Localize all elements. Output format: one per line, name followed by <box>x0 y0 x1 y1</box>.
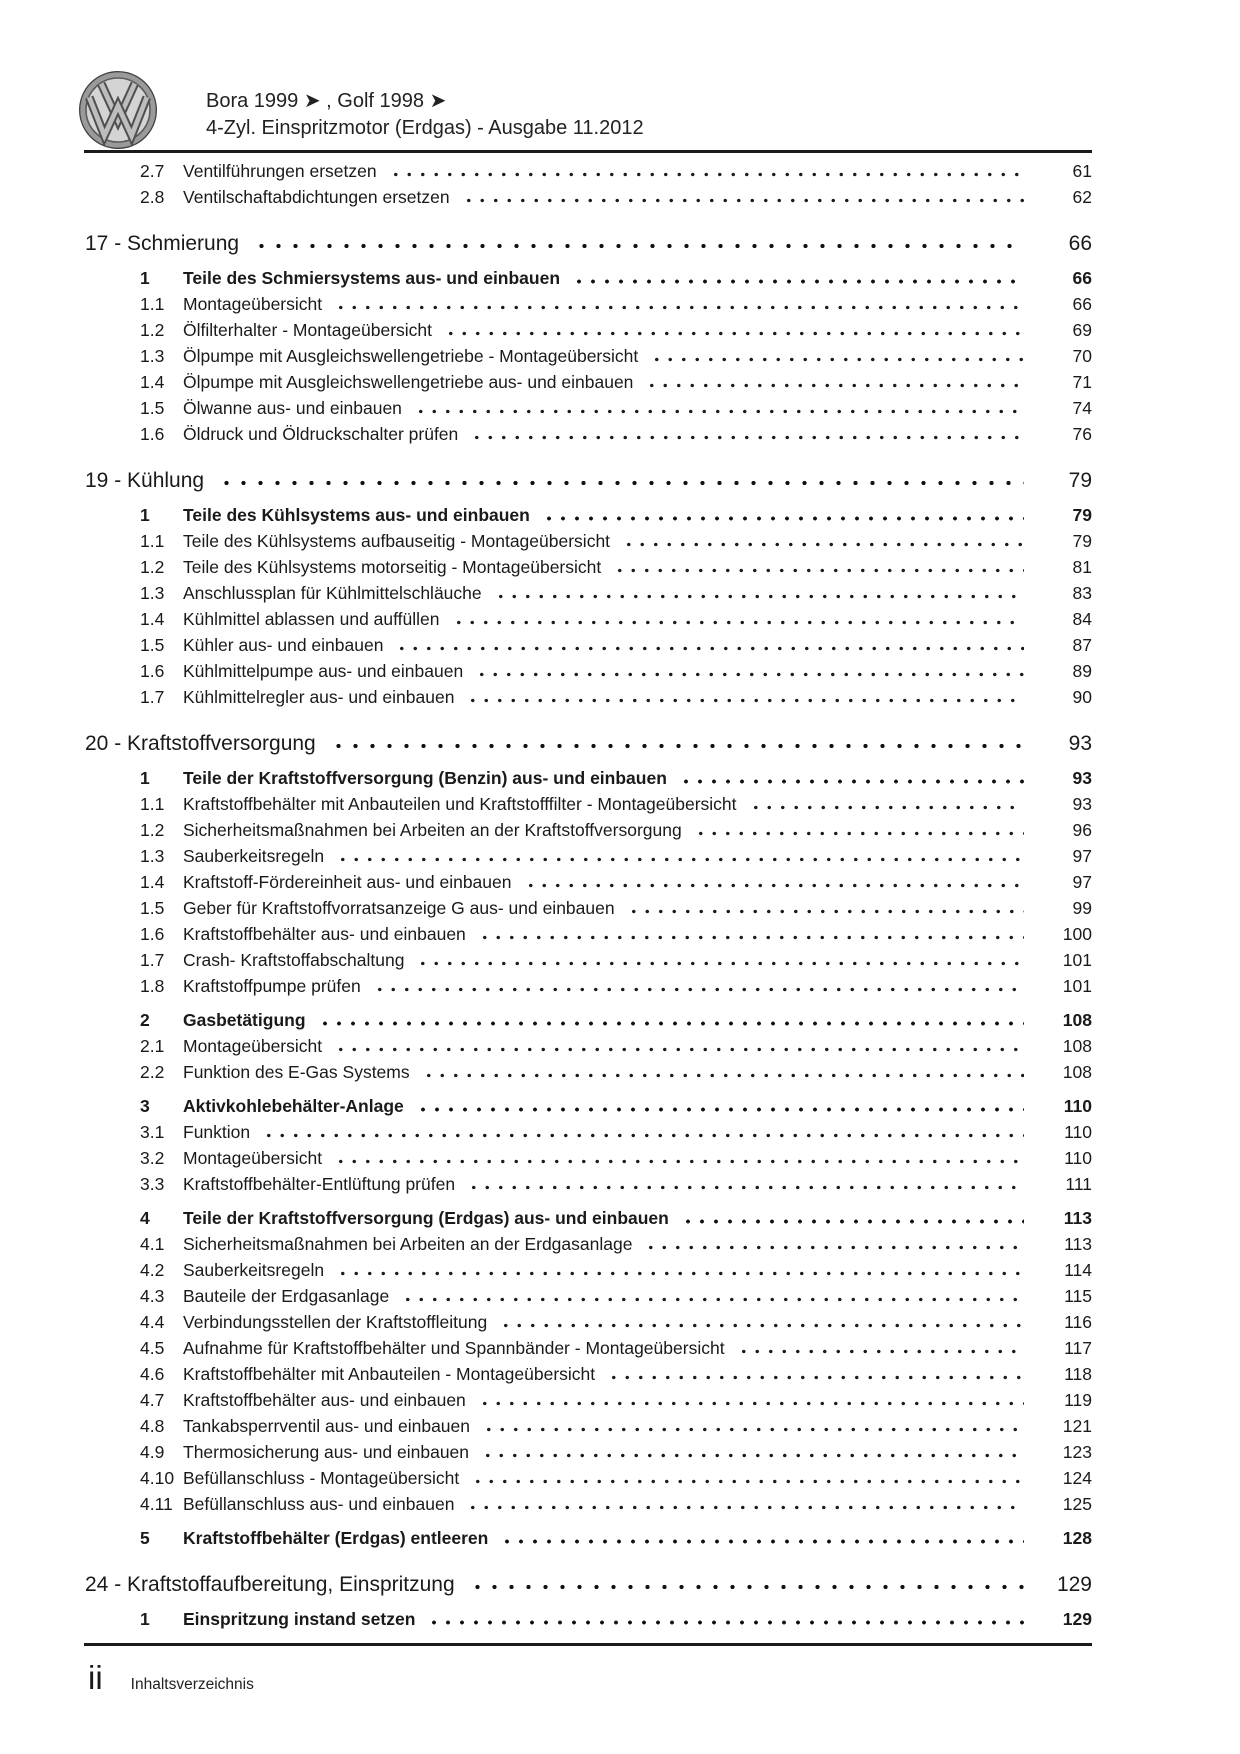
dot-leader <box>496 1525 1024 1551</box>
toc-entry-title: Befüllanschluss - Montageübersicht <box>183 1468 460 1488</box>
toc-entry <box>85 1525 1092 1551</box>
toc-entry-number: 4.10 <box>140 1468 175 1488</box>
toc-entry-page: 117 <box>1064 1338 1092 1358</box>
toc-entry-number: 1.3 <box>140 346 165 366</box>
toc-entry <box>85 343 1092 369</box>
toc-entry-page: 74 <box>1072 398 1092 418</box>
toc-entry-number: 3 <box>140 1096 150 1116</box>
toc-entry-title: Montageübersicht <box>183 1148 323 1168</box>
dot-leader <box>471 658 1024 684</box>
vw-logo <box>78 70 158 150</box>
toc-entry-title: Teile der Kraftstoffversorgung (Benzin) aus- und einbauen <box>183 768 667 788</box>
dot-leader <box>623 895 1024 921</box>
toc-entry-page: 87 <box>1072 635 1092 655</box>
toc-chapter-row <box>85 1571 1092 1598</box>
toc-entry-number: 3.3 <box>140 1174 165 1194</box>
toc-entry <box>85 1361 1092 1387</box>
toc-entry <box>85 528 1092 554</box>
toc-entry-title: Kraftstoffbehälter mit Anbauteilen - Montageübersicht <box>183 1364 596 1384</box>
toc-entry-number: 1 <box>140 505 150 525</box>
toc-entry-page: 129 <box>1062 1609 1092 1629</box>
toc-entry <box>85 1491 1092 1517</box>
toc-entry-number: 1.7 <box>140 687 165 707</box>
toc-entry <box>85 1205 1092 1231</box>
toc-entry-page: 114 <box>1064 1260 1092 1280</box>
dot-leader <box>466 421 1024 447</box>
toc-entry-title: Geber für Kraftstoffvorratsanzeige G aus- und einbauen <box>183 898 615 918</box>
toc-entry <box>85 369 1092 395</box>
toc-entry <box>85 921 1092 947</box>
toc-entry-number: 4.6 <box>140 1364 165 1384</box>
toc-entry-title: Anschlussplan für Kühlmittelschläuche <box>183 583 482 603</box>
toc-entry <box>85 1231 1092 1257</box>
header-model-line: Bora 1999 ➤ , Golf 1998 ➤ <box>206 90 447 112</box>
toc-entry-title: Aufnahme für Kraftstoffbehälter und Spannbänder - Montageübersicht <box>183 1338 725 1358</box>
toc-entry-page: 83 <box>1072 583 1092 603</box>
dot-leader <box>332 843 1024 869</box>
toc-entry-number: 1.6 <box>140 424 165 444</box>
dot-leader <box>412 947 1024 973</box>
toc-entry <box>85 1145 1092 1171</box>
toc-entry-title: Teile des Kühlsystems aufbauseitig - Montageübersicht <box>183 531 611 551</box>
dot-leader <box>745 791 1024 817</box>
dot-leader <box>385 158 1024 184</box>
toc-entry <box>85 1171 1092 1197</box>
toc-entry <box>85 395 1092 421</box>
toc-entry-page: 119 <box>1064 1390 1092 1410</box>
toc-entry-page: 84 <box>1072 609 1092 629</box>
toc-entry-page: 115 <box>1064 1286 1092 1306</box>
dot-leader <box>603 1361 1024 1387</box>
dot-leader <box>568 265 1024 291</box>
toc-entry <box>85 947 1092 973</box>
toc-entry-title: Montageübersicht <box>183 1036 323 1056</box>
toc-entry-page: 69 <box>1072 320 1092 340</box>
toc-entry-title: Teile des Schmiersystems aus- und einbauen <box>183 268 561 288</box>
toc-entry-number: 1.2 <box>140 320 165 340</box>
footer-divider <box>84 1643 1092 1646</box>
dot-leader <box>369 973 1024 999</box>
toc-entry-title: Montageübersicht <box>183 294 323 314</box>
dot-leader <box>618 528 1024 554</box>
toc-entry-title: Bauteile der Erdgasanlage <box>183 1286 390 1306</box>
toc-entry <box>85 895 1092 921</box>
footer-section-label: Inhaltsverzeichnis <box>130 1676 254 1693</box>
toc-entry <box>85 606 1092 632</box>
toc-entry <box>85 184 1092 210</box>
toc-entry-number: 1.8 <box>140 976 165 996</box>
toc-entry-title: Kraftstoffbehälter (Erdgas) entleeren <box>183 1528 489 1548</box>
toc-entry <box>85 1257 1092 1283</box>
toc-entry-page: 124 <box>1062 1468 1092 1488</box>
toc-entry-title: Tankabsperrventil aus- und einbauen <box>183 1416 470 1436</box>
toc-entry <box>85 265 1092 291</box>
toc-entry-title: Sicherheitsmaßnahmen bei Arbeiten an der Kraftstoffversorgung <box>183 820 682 840</box>
toc-entry-number: 1.6 <box>140 924 165 944</box>
toc-entry-page: 96 <box>1072 820 1092 840</box>
footer-page-number: ii <box>88 1659 103 1696</box>
dot-leader <box>247 230 1024 257</box>
toc-entry-page: 116 <box>1064 1312 1092 1332</box>
toc-entry <box>85 1119 1092 1145</box>
dot-leader <box>538 502 1024 528</box>
toc-entry-page: 66 <box>1072 294 1092 314</box>
toc-entry-title: Kühlmittelregler aus- und einbauen <box>183 687 455 707</box>
toc-entry-page: 128 <box>1062 1528 1092 1548</box>
toc-entry-page: 101 <box>1062 950 1092 970</box>
toc-entry <box>85 1059 1092 1085</box>
toc-entry-number: 1.2 <box>140 820 165 840</box>
toc-entry-page: 113 <box>1064 1234 1092 1254</box>
toc-entry-title: Aktivkohlebehälter-Anlage <box>183 1096 404 1116</box>
toc-entry <box>85 869 1092 895</box>
toc-entry-number: 1.1 <box>140 531 165 551</box>
toc-entry-title: Kraftstoffbehälter-Entlüftung prüfen <box>183 1174 456 1194</box>
dot-leader <box>462 1491 1024 1517</box>
dot-leader <box>423 1606 1024 1632</box>
document-header <box>206 88 644 142</box>
toc-entry-number: 4.9 <box>140 1442 165 1462</box>
toc-entry-number: 1.2 <box>140 557 165 577</box>
toc-entry-page: 108 <box>1062 1062 1092 1082</box>
vw-logo-icon <box>78 70 158 150</box>
dot-leader <box>410 395 1024 421</box>
toc-entry-title: Teile der Kraftstoffversorgung (Erdgas) aus- und einbauen <box>183 1208 669 1228</box>
toc-entry-page: 99 <box>1072 898 1092 918</box>
toc-entry-page: 61 <box>1072 161 1092 181</box>
toc-entry <box>85 317 1092 343</box>
toc-entry-title: Thermosicherung aus- und einbauen <box>183 1442 470 1462</box>
toc-entry-title: Kühlmittelpumpe aus- und einbauen <box>183 661 464 681</box>
toc-entry <box>85 973 1092 999</box>
dot-leader <box>690 817 1024 843</box>
toc-entry <box>85 1033 1092 1059</box>
toc-entry-page: 118 <box>1064 1364 1092 1384</box>
toc-entry-number: 1.4 <box>140 372 165 392</box>
toc-entry <box>85 765 1092 791</box>
toc-entry-page: 79 <box>1072 531 1092 551</box>
toc-chapter-row <box>85 230 1092 257</box>
dot-leader <box>391 632 1024 658</box>
toc-entry-page: 76 <box>1072 424 1092 444</box>
dot-leader <box>474 921 1024 947</box>
toc-entry <box>85 658 1092 684</box>
toc-entry-title: Kraftstoffbehälter aus- und einbauen <box>183 1390 466 1410</box>
toc-entry-page: 97 <box>1072 846 1092 866</box>
dot-leader <box>520 869 1025 895</box>
toc-entry-title: Gasbetätigung <box>183 1010 306 1030</box>
toc-entry-title: Funktion <box>183 1122 251 1142</box>
dot-leader <box>440 317 1024 343</box>
dot-leader <box>477 1439 1024 1465</box>
toc-entry <box>85 502 1092 528</box>
toc-entry-title: Verbindungsstellen der Kraftstoffleitung <box>183 1312 488 1332</box>
toc-entry <box>85 791 1092 817</box>
toc-entry-title: Kraftstoffbehälter aus- und einbauen <box>183 924 466 944</box>
dot-leader <box>733 1335 1024 1361</box>
toc-entry <box>85 1439 1092 1465</box>
toc-entry-title: Kühlmittel ablassen und auffüllen <box>183 609 440 629</box>
dot-leader <box>397 1283 1024 1309</box>
dot-leader <box>641 369 1024 395</box>
toc-entry <box>85 632 1092 658</box>
toc-entry-number: 5 <box>140 1528 150 1548</box>
toc-entry-number: 2.1 <box>140 1036 165 1056</box>
toc-chapter-title: 17 - Schmierung <box>85 232 240 255</box>
toc-entry-page: 111 <box>1065 1174 1092 1194</box>
toc-entry-number: 1.5 <box>140 398 165 418</box>
header-divider <box>84 150 1092 153</box>
dot-leader <box>448 606 1024 632</box>
dot-leader <box>463 1571 1024 1598</box>
toc-entry-title: Öldruck und Öldruckschalter prüfen <box>183 424 459 444</box>
toc-entry <box>85 1309 1092 1335</box>
toc-entry-number: 4.2 <box>140 1260 165 1280</box>
toc-entry-number: 1.6 <box>140 661 165 681</box>
dot-leader <box>462 684 1024 710</box>
toc-entry-number: 1.4 <box>140 872 165 892</box>
dot-leader <box>330 1145 1024 1171</box>
toc-entry-number: 1.1 <box>140 794 165 814</box>
toc-chapter-row <box>85 467 1092 494</box>
dot-leader <box>314 1007 1024 1033</box>
toc-entry-title: Ölfilterhalter - Montageübersicht <box>183 320 432 340</box>
toc-entry <box>85 843 1092 869</box>
toc-entry <box>85 1606 1092 1632</box>
dot-leader <box>418 1059 1024 1085</box>
dot-leader <box>330 1033 1024 1059</box>
toc-entry <box>85 1093 1092 1119</box>
toc-entry-page: 108 <box>1062 1036 1092 1056</box>
toc-chapter-page: 93 <box>1068 732 1092 755</box>
toc <box>85 158 1092 1632</box>
toc-entry <box>85 291 1092 317</box>
toc-entry-title: Befüllanschluss aus- und einbauen <box>183 1494 455 1514</box>
dot-leader <box>458 184 1024 210</box>
toc-entry-page: 62 <box>1072 187 1092 207</box>
toc-entry-number: 2.8 <box>140 187 165 207</box>
toc-entry-number: 4.3 <box>140 1286 165 1306</box>
toc-entry-number: 4.4 <box>140 1312 165 1332</box>
toc-entry-page: 110 <box>1063 1096 1092 1116</box>
toc-chapter-title: 20 - Kraftstoffversorgung <box>85 732 316 755</box>
toc-entry-page: 70 <box>1072 346 1092 366</box>
dot-leader <box>675 765 1024 791</box>
dot-leader <box>640 1231 1024 1257</box>
toc-entry-page: 93 <box>1072 768 1092 788</box>
toc-entry-number: 2.7 <box>140 161 165 181</box>
toc-entry <box>85 1387 1092 1413</box>
toc-entry-number: 1.4 <box>140 609 165 629</box>
toc-entry-title: Ölpumpe mit Ausgleichswellengetriebe aus- und einbauen <box>183 372 634 392</box>
toc-entry-number: 4.11 <box>140 1494 173 1514</box>
toc-entry-page: 100 <box>1062 924 1092 944</box>
toc-entry-title: Sicherheitsmaßnahmen bei Arbeiten an der Erdgasanlage <box>183 1234 633 1254</box>
toc-entry-number: 4 <box>140 1208 150 1228</box>
toc-entry-page: 125 <box>1062 1494 1092 1514</box>
header-subtitle: 4-Zyl. Einspritzmotor (Erdgas) - Ausgabe 11.2012 <box>206 117 644 139</box>
toc-entry-page: 121 <box>1062 1416 1092 1436</box>
toc-entry-number: 1.7 <box>140 950 165 970</box>
toc-entry-number: 1.1 <box>140 294 165 314</box>
toc-chapter-title: 19 - Kühlung <box>85 469 205 492</box>
toc-entry-page: 93 <box>1072 794 1092 814</box>
toc-chapter-page: 79 <box>1068 469 1092 492</box>
toc-entry-number: 1.3 <box>140 846 165 866</box>
toc-entry-title: Einspritzung instand setzen <box>183 1609 416 1629</box>
toc-entry <box>85 817 1092 843</box>
toc-entry-page: 66 <box>1072 268 1092 288</box>
dot-leader <box>646 343 1024 369</box>
toc-entry <box>85 1283 1092 1309</box>
toc-entry-title: Ölpumpe mit Ausgleichswellengetriebe - Montageübersicht <box>183 346 639 366</box>
toc-entry <box>85 684 1092 710</box>
toc-entry-page: 90 <box>1072 687 1092 707</box>
toc-entry-title: Kraftstoffbehälter mit Anbauteilen und Kraftstofffilter - Montageübersicht <box>183 794 737 814</box>
dot-leader <box>609 554 1024 580</box>
toc-entry-title: Sauberkeitsregeln <box>183 1260 325 1280</box>
dot-leader <box>412 1093 1024 1119</box>
toc-entry-number: 4.7 <box>140 1390 165 1410</box>
toc-entry-title: Crash- Kraftstoffabschaltung <box>183 950 405 970</box>
dot-leader <box>490 580 1024 606</box>
dot-leader <box>258 1119 1024 1145</box>
toc-entry-page: 110 <box>1064 1122 1092 1142</box>
dot-leader <box>332 1257 1024 1283</box>
toc-entry-number: 4.5 <box>140 1338 165 1358</box>
dot-leader <box>463 1171 1024 1197</box>
toc-entry-page: 108 <box>1062 1010 1092 1030</box>
document-footer <box>88 1658 254 1698</box>
toc-entry-page: 101 <box>1062 976 1092 996</box>
toc-chapter-row <box>85 730 1092 757</box>
toc-entry-number: 4.1 <box>140 1234 165 1254</box>
toc-entry-title: Teile des Kühlsystems aus- und einbauen <box>183 505 530 525</box>
toc-entry-number: 1 <box>140 1609 150 1629</box>
toc-entry <box>85 580 1092 606</box>
toc-entry <box>85 1007 1092 1033</box>
dot-leader <box>324 730 1024 757</box>
toc-entry-title: Kraftstoffpumpe prüfen <box>183 976 361 996</box>
toc-entry-number: 3.1 <box>140 1122 165 1142</box>
toc-entry-number: 1 <box>140 768 150 788</box>
toc-chapter-title: 24 - Kraftstoffaufbereitung, Einspritzung <box>85 1573 455 1596</box>
toc-entry-number: 4.8 <box>140 1416 165 1436</box>
toc-entry-title: Sauberkeitsregeln <box>183 846 325 866</box>
dot-leader <box>478 1413 1024 1439</box>
toc-entry-page: 89 <box>1072 661 1092 681</box>
toc-entry-number: 1.5 <box>140 635 165 655</box>
dot-leader <box>467 1465 1024 1491</box>
toc-entry-title: Funktion des E-Gas Systems <box>183 1062 410 1082</box>
toc-entry-title: Teile des Kühlsystems motorseitig - Montageübersicht <box>183 557 602 577</box>
toc-chapter-page: 66 <box>1068 232 1092 255</box>
dot-leader <box>330 291 1024 317</box>
toc-entry-number: 3.2 <box>140 1148 165 1168</box>
dot-leader <box>474 1387 1024 1413</box>
toc-entry <box>85 1413 1092 1439</box>
toc-entry-number: 1.5 <box>140 898 165 918</box>
dot-leader <box>677 1205 1024 1231</box>
toc-entry-title: Ventilschaftabdichtungen ersetzen <box>183 187 450 207</box>
toc-entry-page: 79 <box>1072 505 1092 525</box>
toc-entry-title: Ventilführungen ersetzen <box>183 161 377 181</box>
toc-entry-page: 113 <box>1063 1208 1092 1228</box>
toc-entry <box>85 158 1092 184</box>
toc-entry-number: 2.2 <box>140 1062 165 1082</box>
toc-entry-page: 71 <box>1072 372 1092 392</box>
toc-entry-title: Ölwanne aus- und einbauen <box>183 398 402 418</box>
toc-entry-title: Kühler aus- und einbauen <box>183 635 384 655</box>
toc-entry-page: 123 <box>1062 1442 1092 1462</box>
toc-entry-page: 110 <box>1064 1148 1092 1168</box>
toc-entry-number: 1.3 <box>140 583 165 603</box>
toc-entry <box>85 421 1092 447</box>
dot-leader <box>495 1309 1024 1335</box>
toc-entry <box>85 554 1092 580</box>
toc-entry-title: Kraftstoff-Fördereinheit aus- und einbauen <box>183 872 512 892</box>
toc-chapter-page: 129 <box>1056 1573 1092 1596</box>
toc-entry-number: 2 <box>140 1010 150 1030</box>
dot-leader <box>212 467 1024 494</box>
toc-entry <box>85 1465 1092 1491</box>
toc-entry <box>85 1335 1092 1361</box>
toc-entry-page: 97 <box>1072 872 1092 892</box>
toc-entry-number: 1 <box>140 268 150 288</box>
toc-entry-page: 81 <box>1072 557 1092 577</box>
